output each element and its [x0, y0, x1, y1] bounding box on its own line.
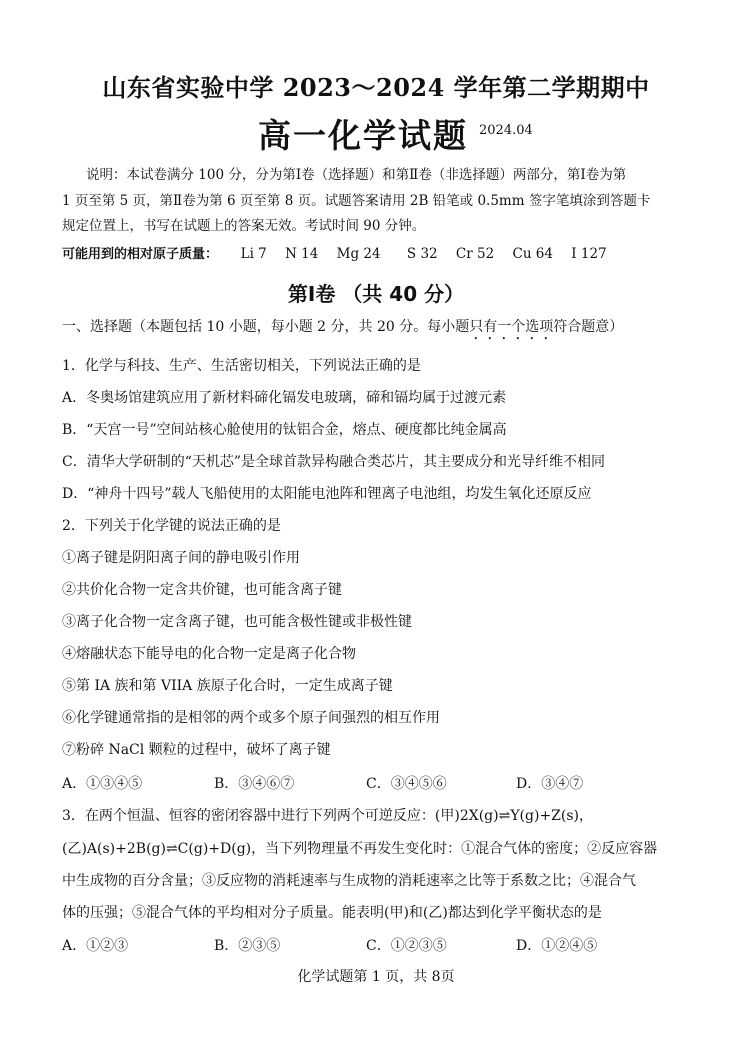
q3-option-c: C．①②③⑤: [366, 938, 447, 954]
q2-statement-1: ①离子键是阴阳离子间的静电吸引作用: [62, 550, 300, 566]
q2-statement-2: ②共价化合物一定含共价键，也可能含离子键: [62, 582, 342, 598]
q2-statement-3: ③离子化合物一定含离子键，也可能含极性键或非极性键: [62, 614, 412, 630]
exam-date: 2024.04: [479, 123, 533, 138]
atomic-mass-mg: Mg 24: [336, 246, 381, 262]
atomic-mass-n: N 14: [285, 246, 319, 262]
section-title: 第Ⅰ卷 （共 40 分）: [287, 282, 465, 306]
q2-option-b: B．③④⑥⑦: [214, 776, 295, 792]
atomic-mass-cr: Cr 52: [455, 246, 495, 262]
part1-heading-prefix: 一、选择题（本题包括 10 小题，每小题 2 分，共 20 分。每小题: [62, 319, 470, 335]
page-footer: 化学试题第 1 页，共 8页: [297, 969, 455, 985]
exam-title: 高一化学试题: [258, 116, 468, 155]
q1-option-a: A．冬奥场馆建筑应用了新材料碲化镉发电玻璃，碲和镉均属于过渡元素: [62, 390, 507, 406]
school-title: 山东省实验中学 2023～2024 学年第二学期期中: [102, 73, 650, 102]
atomic-mass-i: I 127: [571, 246, 607, 262]
q1-option-c: C．清华大学研制的“天机芯”是全球首款异构融合类芯片，其主要成分和光导纤维不相同: [62, 454, 606, 470]
atomic-mass-li: Li 7: [240, 246, 267, 262]
instructions-line-2: 1 页至第 5 页，第Ⅱ卷为第 6 页至第 8 页。试题答案请用 2B 铅笔或 0.5mm 签字笔填涂到答题卡: [62, 193, 651, 209]
instructions-line-1: 说明：本试卷满分 100 分，分为第Ⅰ卷（选择题）和第Ⅱ卷（非选择题）两部分，第Ⅰ卷为第: [86, 167, 627, 183]
q2-stem: 2．下列关于化学键的说法正确的是: [62, 518, 281, 534]
q3-option-d: D．①②④⑤: [516, 938, 598, 954]
atomic-masses-label: 可能用到的相对原子质量：: [62, 247, 219, 262]
q1-option-d: D．“神舟十四号”载人飞船使用的太阳能电池阵和锂离子电池组，均发生氧化还原反应: [62, 486, 592, 502]
part1-heading-suffix: 符合题意）: [553, 319, 624, 335]
instructions-line-3: 规定位置上，书写在试题上的答案无效。考试时间 90 分钟。: [62, 218, 426, 234]
q1-option-b: B．“天宫一号”空间站核心舱使用的钛铝合金，熔点、硬度都比纯金属高: [62, 422, 507, 438]
q3-line-4: 体的压强；⑤混合气体的平均相对分子质量。能表明(甲)和(乙)都达到化学平衡状态的是: [62, 905, 602, 921]
q2-statement-5: ⑤第 IA 族和第 VIIA 族原子化合时，一定生成离子键: [62, 678, 393, 694]
part1-heading: [62, 318, 623, 343]
atomic-mass-cu: Cu 64: [512, 246, 553, 262]
atomic-mass-s: S 32: [406, 246, 438, 262]
q3-line-3: 中生成物的百分含量；③反应物的消耗速率与生成物的消耗速率之比等于系数之比；④混合气: [62, 873, 636, 889]
q2-statement-6: ⑥化学键通常指的是相邻的两个或多个原子间强烈的相互作用: [62, 710, 440, 726]
q2-statement-7: ⑦粉碎 NaCl 颗粒的过程中，破坏了离子键: [62, 742, 331, 758]
q2-option-d: D．③④⑦: [516, 776, 584, 792]
q1-stem: 1．化学与科技、生产、生活密切相关，下列说法正确的是: [62, 358, 421, 374]
q2-option-a: A．①③④⑤: [62, 776, 143, 792]
atomic-masses: [62, 243, 621, 262]
part1-heading-emphasis: 只有一个选项: [469, 319, 554, 335]
q3-line-1: 3．在两个恒温、恒容的密闭容器中进行下列两个可逆反应：(甲)2X(g)⇌Y(g)+Z(s)，: [62, 808, 594, 824]
q3-option-a: A．①②③: [62, 938, 129, 954]
q3-option-b: B．②③⑤: [214, 938, 281, 954]
q2-option-c: C．③④⑤⑥: [366, 776, 447, 792]
q2-statement-4: ④熔融状态下能导电的化合物一定是离子化合物: [62, 646, 356, 662]
q3-line-2: (乙)A(s)+2B(g)⇌C(g)+D(g)，当下列物理量不再发生变化时：①混合气体的密度；②反应容器: [62, 841, 658, 857]
